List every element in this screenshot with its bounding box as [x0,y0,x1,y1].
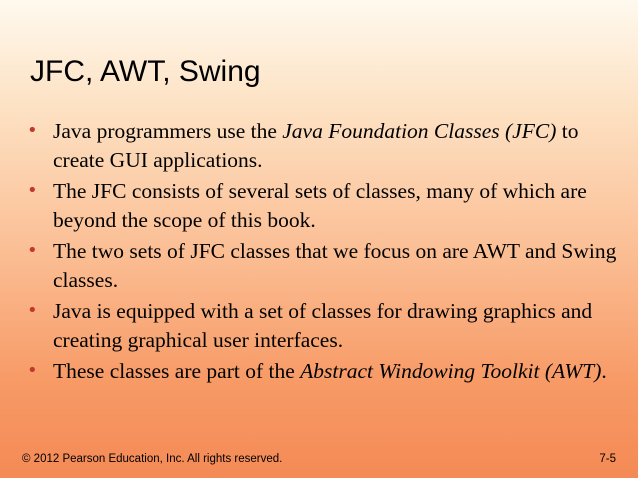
bullet-item [27,237,617,295]
slide-number: 7-5 [599,453,616,465]
bullet-item [27,357,617,386]
bullet-text [53,359,607,383]
bullet-item [27,177,617,235]
bullet-text-italic-segment: Abstract Windowing Toolkit (AWT) [300,359,602,383]
bullet-icon: • [27,300,38,321]
bullet-text-segment: Java programmers use the [53,119,283,143]
bullet-icon: • [27,240,38,261]
slide-title: JFC, AWT, Swing [30,55,261,88]
bullet-item [27,117,617,175]
bullet-icon: • [27,120,38,141]
bullet-text: The two sets of JFC classes that we focus on are AWT and Swing classes. [53,239,617,292]
bullet-text-italic-segment: Java Foundation Classes (JFC) [282,119,557,143]
bullet-text: The JFC consists of several sets of classes, many of which are beyond the scope of this book. [53,179,587,232]
copyright-notice: © 2012 Pearson Education, Inc. All rights reserved. [22,453,283,465]
bullet-list [27,117,617,388]
bullet-text-segment: to create GUI applications. [53,119,579,172]
bullet-icon: • [27,360,38,381]
bullet-text: Java is equipped with a set of classes for drawing graphics and creating graphical user interfaces. [53,299,593,352]
bullet-text-segment: . [601,359,607,383]
slide-footer [22,452,616,466]
bullet-text [53,119,578,172]
bullet-item [27,297,617,355]
bullet-icon: • [27,180,38,201]
bullet-text-segment: These classes are part of the [53,359,301,383]
